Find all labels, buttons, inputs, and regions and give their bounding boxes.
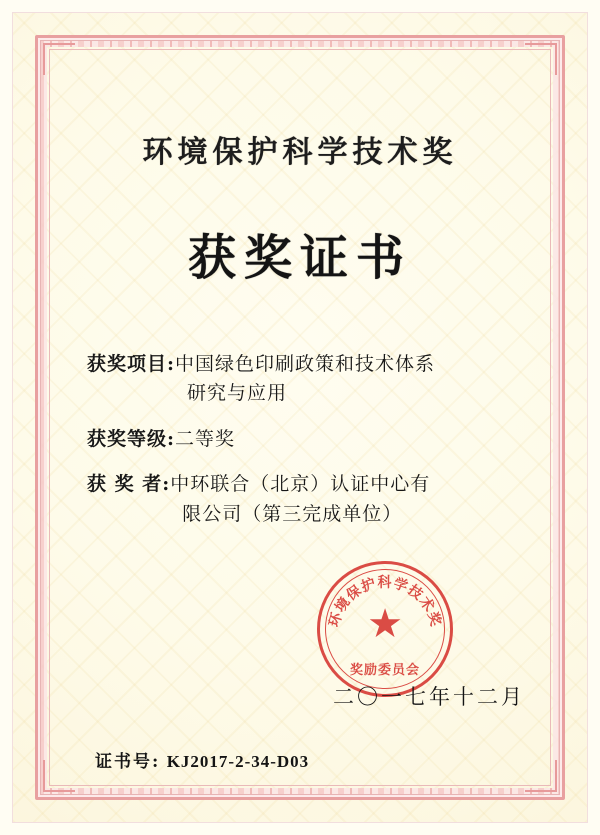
certificate-content xyxy=(69,69,531,773)
award-title: 环境保护科学技术奖 xyxy=(142,135,458,170)
seal-arc-text: 环境保护科学技术奖 xyxy=(326,575,444,630)
certificate-fields xyxy=(69,350,531,529)
official-seal-stamp xyxy=(317,561,453,697)
field-project-label: 获奖项目: xyxy=(87,353,176,375)
field-awardee-value-line2: 限公司（第三完成单位） xyxy=(182,502,403,525)
field-awardee-value-line1: 中环联合（北京）认证中心有 xyxy=(170,473,431,496)
certificate-number xyxy=(69,747,531,772)
certificate-paper xyxy=(12,12,588,823)
field-awardee-value xyxy=(170,470,525,529)
field-project-value-line2: 研究与应用 xyxy=(187,382,288,405)
certificate-number-label: 证书号: xyxy=(95,752,161,773)
field-project-value-line1: 中国绿色印刷政策和技术体系 xyxy=(175,353,436,375)
issue-date: 二〇一七年十二月 xyxy=(333,685,525,710)
field-grade-label: 获奖等级: xyxy=(87,427,176,450)
field-grade xyxy=(87,425,525,454)
star-icon: ★ xyxy=(367,600,403,646)
field-awardee xyxy=(87,470,525,529)
certificate-number-value: KJ2017-2-34-D03 xyxy=(166,752,310,772)
field-awardee-label: 获 奖 者: xyxy=(87,473,171,496)
certificate-heading: 获奖证书 xyxy=(187,230,412,286)
field-project xyxy=(87,350,525,409)
seal-bottom-text: 奖励委员会 xyxy=(349,663,420,679)
field-project-value xyxy=(175,350,525,409)
field-grade-value: 二等奖 xyxy=(175,427,236,450)
seal-and-date-area xyxy=(69,555,531,710)
